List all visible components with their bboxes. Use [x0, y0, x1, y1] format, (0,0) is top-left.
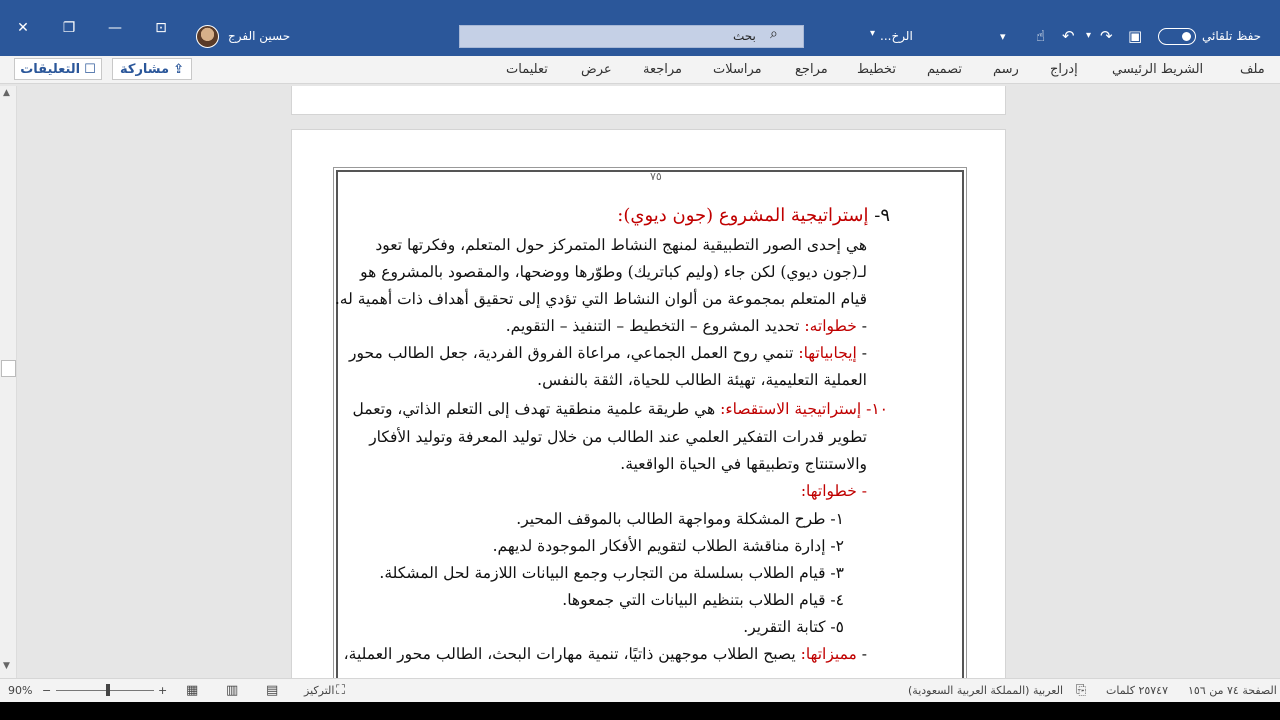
document-line: [506, 317, 867, 335]
comment-icon: ☐: [84, 61, 96, 77]
document-line: [360, 263, 867, 281]
document-line: [617, 205, 890, 226]
document-line: [801, 482, 867, 500]
share-label: مشاركة: [120, 61, 170, 77]
document-line: [743, 618, 844, 636]
tab-layout[interactable]: تخطيط: [857, 62, 896, 77]
document-text-run: والاستنتاج وتطبيقها في الحياة الواقعية.: [620, 455, 867, 473]
word-count[interactable]: ٢٥٧٤٧ كلمات: [1106, 684, 1168, 697]
page-info[interactable]: الصفحة ٧٤ من ١٥٦: [1188, 684, 1277, 697]
web-layout-icon[interactable]: ▦: [186, 683, 199, 698]
document-text-run: لـ(جون ديوي) لكن جاء (وليم كباتريك) وطوّرها ووضحها، والمقصود بالمشروع هو: [360, 263, 867, 281]
document-text-run: قيام المتعلم بمجموعة من ألوان النشاط التي تؤدي إلى تحقيق أهداف ذات أهمية له.: [334, 290, 867, 308]
document-line: [516, 510, 844, 528]
ribbon-tabs: [0, 56, 1280, 84]
avatar[interactable]: [196, 25, 219, 48]
autosave-label: حفظ تلقائي: [1202, 29, 1262, 43]
document-line: [562, 591, 844, 609]
comments-label: التعليقات: [20, 61, 81, 77]
status-bar: [0, 678, 1280, 702]
tab-file[interactable]: ملف: [1240, 62, 1265, 77]
tab-home[interactable]: الشريط الرئيسي: [1112, 62, 1204, 77]
document-text-run: هي إحدى الصور التطبيقية لمنهج النشاط المتمركز حول المتعلم، وفكرتها تعود: [375, 236, 867, 254]
scroll-up-icon[interactable]: ▲: [3, 88, 10, 98]
document-text-run: تطوير قدرات التفكير العلمي عند الطالب من خلال توليد المعرفة وتوليد الأفكار: [369, 428, 867, 446]
tab-design[interactable]: تصميم: [927, 62, 962, 77]
share-icon: ⇪: [173, 61, 184, 77]
document-text-run: ١- طرح المشكلة ومواجهة الطالب بالموقف المحير.: [516, 510, 844, 528]
vertical-scrollbar[interactable]: [0, 86, 17, 678]
tab-view[interactable]: عرض: [581, 62, 612, 77]
document-text-run: مميزاتها:: [800, 645, 857, 663]
document-line: [344, 645, 867, 663]
previous-page: [291, 86, 1006, 115]
tab-insert[interactable]: إدراج: [1050, 62, 1078, 77]
scroll-down-icon[interactable]: ▼: [3, 661, 10, 671]
document-line: [379, 564, 844, 582]
close-icon[interactable]: ✕: [17, 20, 29, 36]
document-text-run: ٤- قيام الطلاب بتنظيم البيانات التي جمعوها.: [562, 591, 844, 609]
page-number: ٧٥: [650, 170, 662, 183]
document-line: [620, 455, 867, 473]
screen-edge: [0, 702, 1280, 720]
customize-icon[interactable]: ▾: [1000, 30, 1006, 43]
document-text-run: ١٠- إستراتيجية الاستقصاء:: [720, 400, 888, 418]
minimize-icon[interactable]: —: [108, 20, 122, 36]
zoom-out-button[interactable]: −: [42, 684, 52, 697]
document-text-run: ٩-: [874, 205, 890, 226]
document-text-run: -: [856, 317, 867, 335]
tab-help[interactable]: تعليمات: [506, 62, 548, 77]
zoom-slider-thumb[interactable]: [106, 684, 110, 696]
comments-button[interactable]: [14, 58, 102, 80]
read-mode-icon[interactable]: ▤: [266, 683, 279, 698]
document-line: [335, 290, 867, 308]
document-text-run: إيجابياتها:: [798, 344, 857, 362]
focus-label[interactable]: التركيز: [304, 684, 335, 697]
search-icon[interactable]: ⌕: [770, 26, 778, 42]
tab-review[interactable]: مراجعة: [643, 62, 683, 77]
chevron-down-icon[interactable]: ▾: [870, 28, 876, 39]
document-text-run: ٢- إدارة مناقشة الطلاب لتقويم الأفكار الموجودة لديهم.: [492, 537, 844, 555]
document-line: [537, 371, 867, 389]
touch-mode-icon[interactable]: ☝: [1036, 27, 1046, 45]
document-text-run: العملية التعليمية، تهيئة الطالب للحياة، الثقة بالنفس.: [537, 371, 867, 389]
share-button[interactable]: [112, 58, 192, 80]
autosave-toggle[interactable]: [1158, 28, 1196, 45]
user-name[interactable]: حسين الفرج: [228, 29, 291, 43]
scroll-thumb[interactable]: [1, 360, 16, 377]
document-text-run: هي طريقة علمية منطقية تهدف إلى التعلم الذاتي، وتعمل: [352, 400, 721, 418]
document-text-run: - خطواتها:: [800, 482, 867, 500]
document-line: [353, 400, 888, 418]
document-line: [375, 236, 867, 254]
search-label: بحث: [733, 29, 756, 43]
tab-mailings[interactable]: مراسلات: [713, 62, 762, 77]
focus-icon[interactable]: ⛶: [336, 683, 346, 698]
language[interactable]: العربية (المملكة العربية السعودية): [908, 684, 1064, 697]
zoom-slider[interactable]: [56, 690, 154, 691]
restore-icon[interactable]: ❐: [62, 20, 76, 36]
toggle-knob: [1182, 32, 1191, 41]
document-text-run: -: [856, 645, 867, 663]
redo-icon[interactable]: ↷: [1100, 27, 1113, 45]
document-text-run: ٣- قيام الطلاب بسلسلة من التجارب وجمع البيانات اللازمة لحل المشكلة.: [379, 564, 844, 582]
tab-references[interactable]: مراجع: [795, 62, 828, 77]
save-icon[interactable]: ▣: [1128, 27, 1143, 45]
tab-draw[interactable]: رسم: [993, 62, 1019, 77]
document-text-run: خطواته:: [804, 317, 857, 335]
document-line: [493, 537, 844, 555]
print-layout-icon[interactable]: ▥: [226, 683, 239, 698]
proofing-icon[interactable]: ⎘: [1076, 683, 1087, 698]
document-text-run: إستراتيجية المشروع (جون ديوي):: [617, 205, 875, 226]
document-line: [369, 428, 867, 446]
zoom-level[interactable]: 90%: [8, 684, 33, 697]
document-text-run: تحديد المشروع – التخطيط – التنفيذ – التقويم.: [505, 317, 805, 335]
undo-dropdown-icon[interactable]: ▾: [1086, 30, 1092, 41]
document-line: [349, 344, 867, 362]
document-text-run: -: [856, 344, 867, 362]
zoom-in-button[interactable]: +: [158, 684, 168, 697]
undo-icon[interactable]: ↶: [1062, 27, 1075, 45]
document-title[interactable]: الرخ...: [880, 29, 913, 43]
document-text-run: ٥- كتابة التقرير.: [743, 618, 844, 636]
document-text-run: تنمي روح العمل الجماعي، مراعاة الفروق الفردية، جعل الطالب محور: [349, 344, 799, 362]
document-text-run: يصبح الطلاب موجهين ذاتيًا، تنمية مهارات البحث، الطالب محور العملية،: [343, 645, 801, 663]
title-bar: [0, 0, 1280, 56]
ribbon-display-icon[interactable]: ⊡: [155, 20, 167, 36]
